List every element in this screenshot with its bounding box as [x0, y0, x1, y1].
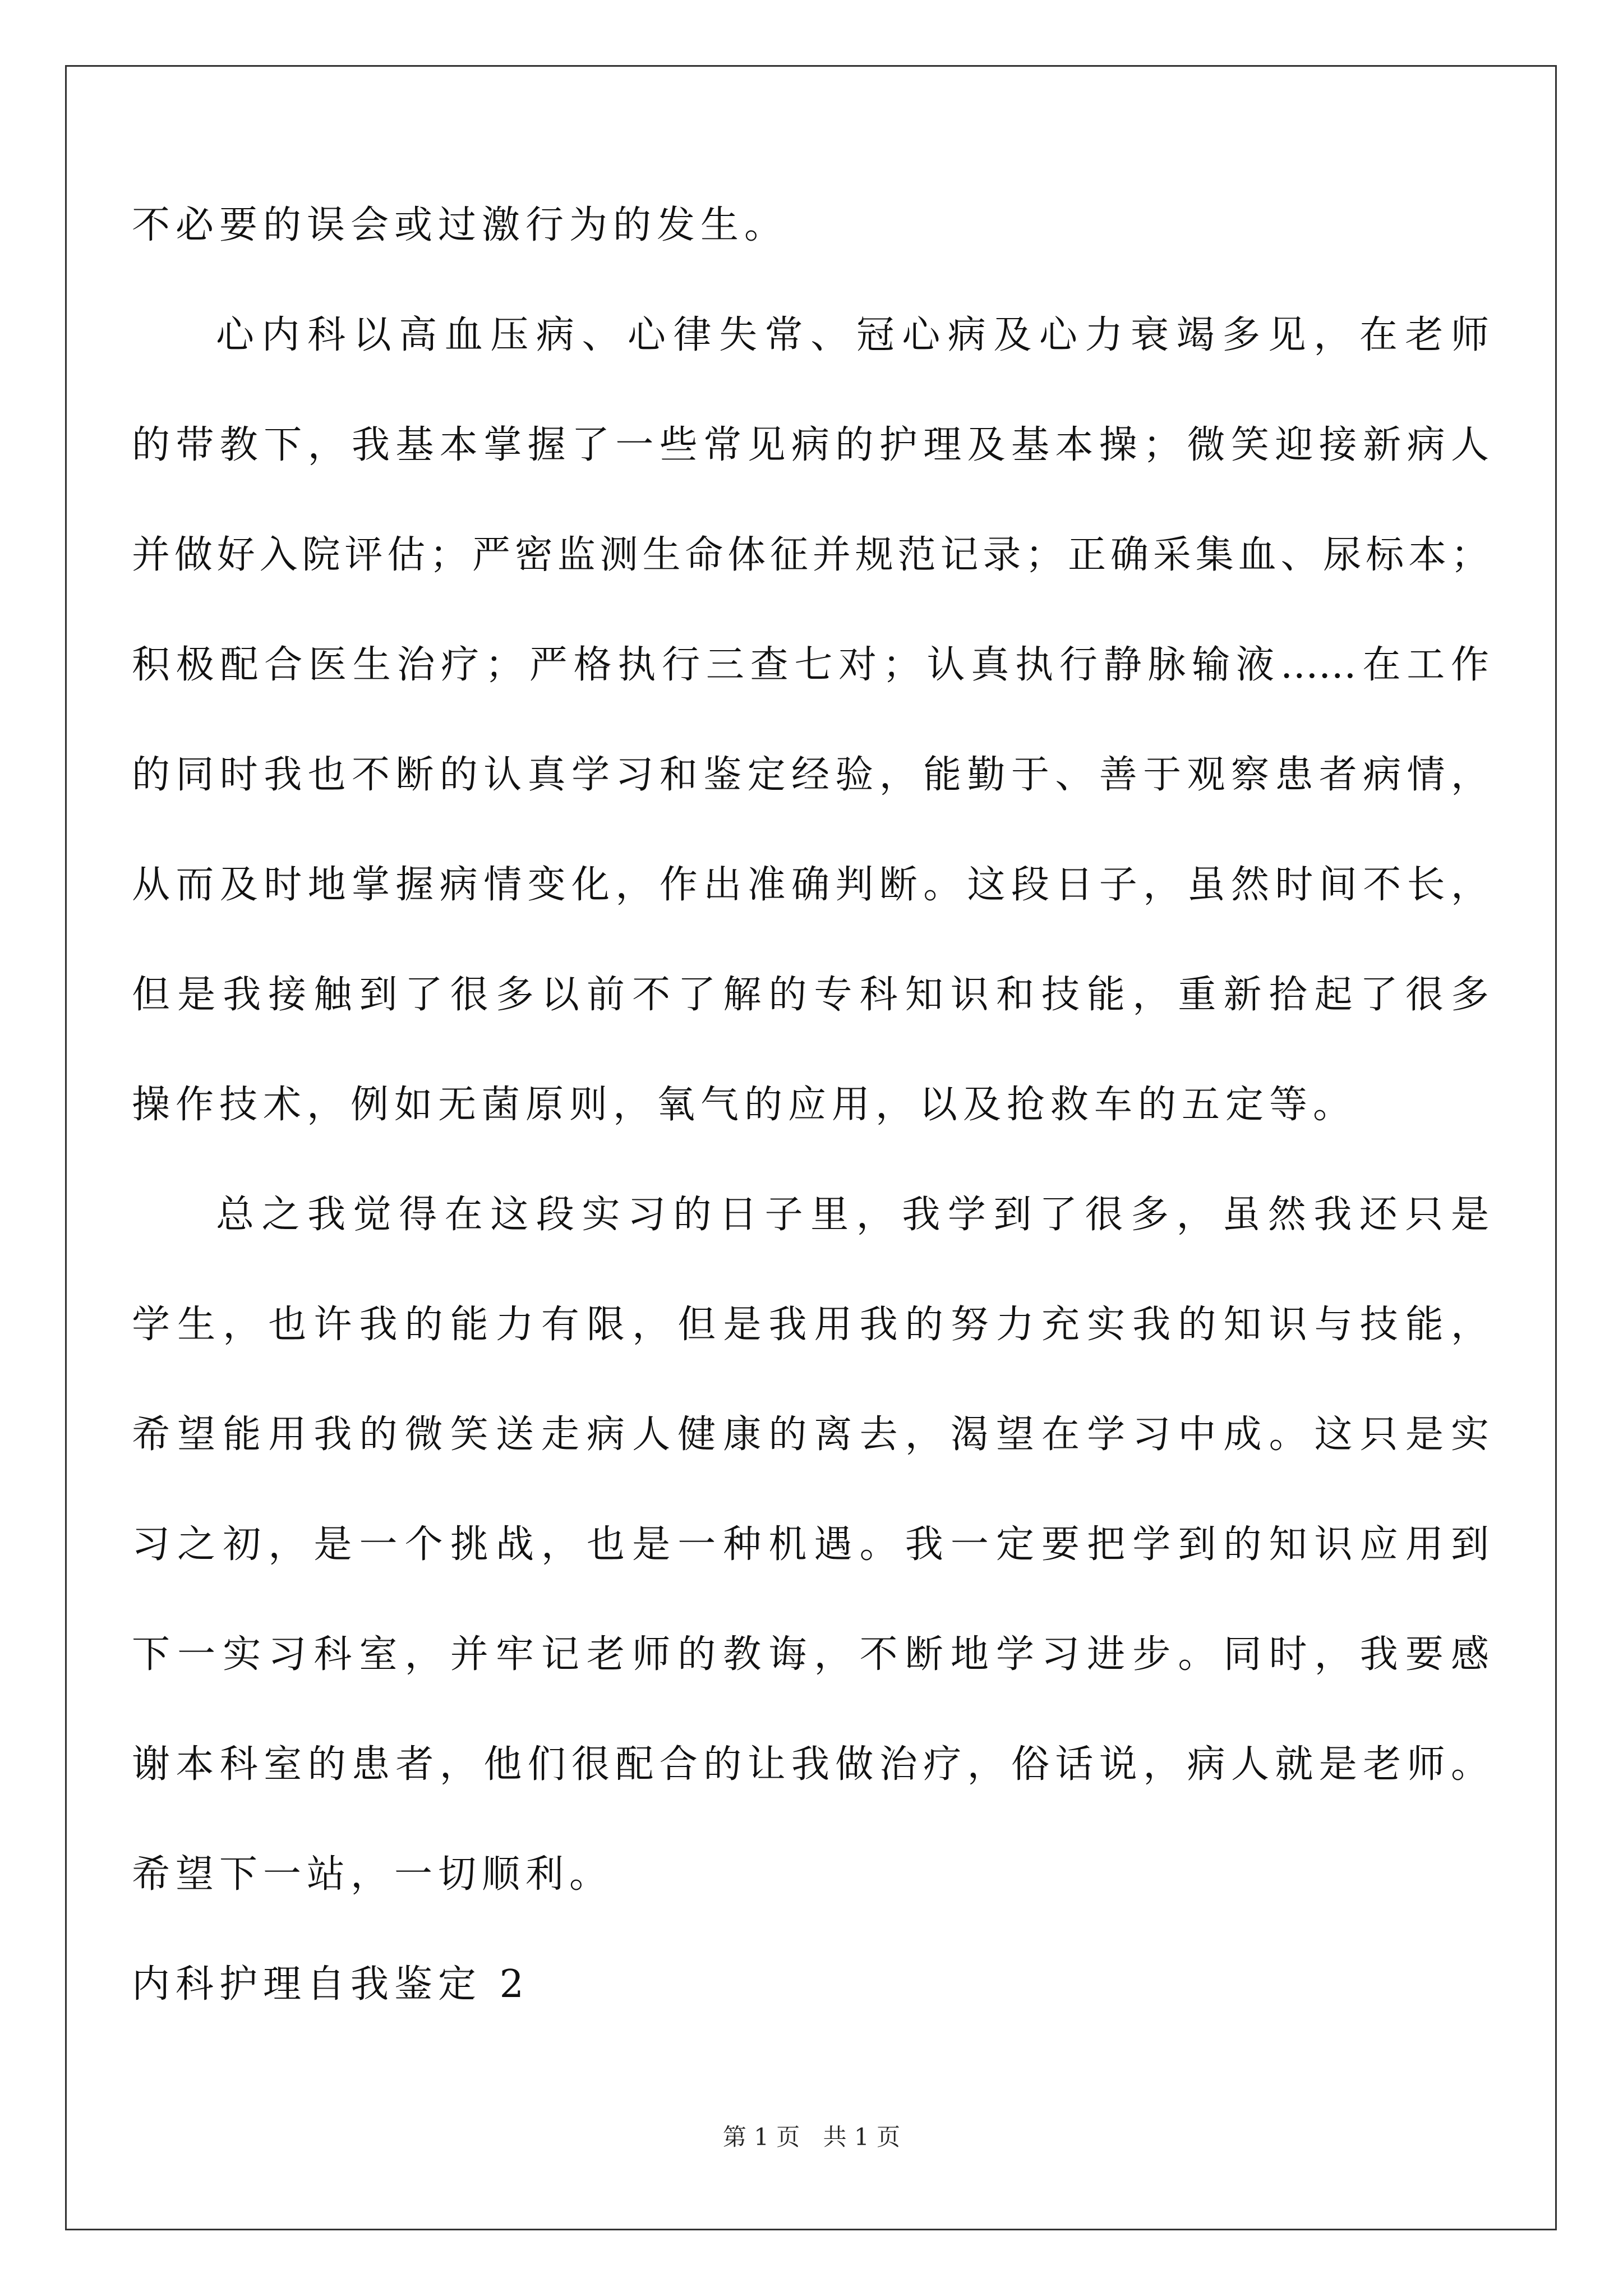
paragraph-line: 的同时我也不断的认真学习和鉴定经验，能勤于、善于观察患者病情，: [132, 753, 1489, 797]
section-heading: 内科护理自我鉴定 2: [132, 1962, 529, 2007]
paragraph-line: 不必要的误会或过激行为的发生。: [132, 203, 789, 247]
paragraph-line: 但是我接触到了很多以前不了解的专科知识和技能，重新拾起了很多: [132, 973, 1489, 1017]
page-number-current: 第 1 页: [722, 2123, 800, 2151]
paragraph-line: 积极配合医生治疗；严格执行三查七对；认真执行静脉输液……在工作: [132, 643, 1489, 687]
paragraph-line: 的带教下，我基本掌握了一些常见病的护理及基本操；微笑迎接新病人: [132, 423, 1489, 467]
paragraph-line: 希望能用我的微笑送走病人健康的离去，渴望在学习中成。这只是实: [132, 1412, 1489, 1457]
page-footer: [0, 2120, 1623, 2154]
paragraph-line: 谢本科室的患者，他们很配合的让我做治疗，俗话说，病人就是老师。: [132, 1742, 1489, 1787]
paragraph-line: 操作技术，例如无菌原则，氧气的应用，以及抢救车的五定等。: [132, 1083, 1357, 1127]
paragraph-line: 习之初，是一个挑战，也是一种机遇。我一定要把学到的知识应用到: [132, 1522, 1489, 1567]
page-frame: [65, 65, 1557, 2230]
paragraph-line: 希望下一站，一切顺利。: [132, 1852, 614, 1897]
paragraph-line: 总之我觉得在这段实习的日子里，我学到了很多，虽然我还只是: [216, 1193, 1489, 1237]
paragraph-line: 下一实习科室，并牢记老师的教诲，不断地学习进步。同时，我要感: [132, 1632, 1489, 1677]
paragraph-line: 学生，也许我的能力有限，但是我用我的努力充实我的知识与技能，: [132, 1303, 1489, 1347]
paragraph-line: 并做好入院评估；严密监测生命体征并规范记录；正确采集血、尿标本；: [132, 533, 1489, 577]
paragraph-line: 从而及时地掌握病情变化，作出准确判断。这段日子，虽然时间不长，: [132, 863, 1489, 907]
page-number-total: 共 1 页: [823, 2123, 901, 2151]
paragraph-line: 心内科以高血压病、心律失常、冠心病及心力衰竭多见，在老师: [216, 313, 1489, 357]
